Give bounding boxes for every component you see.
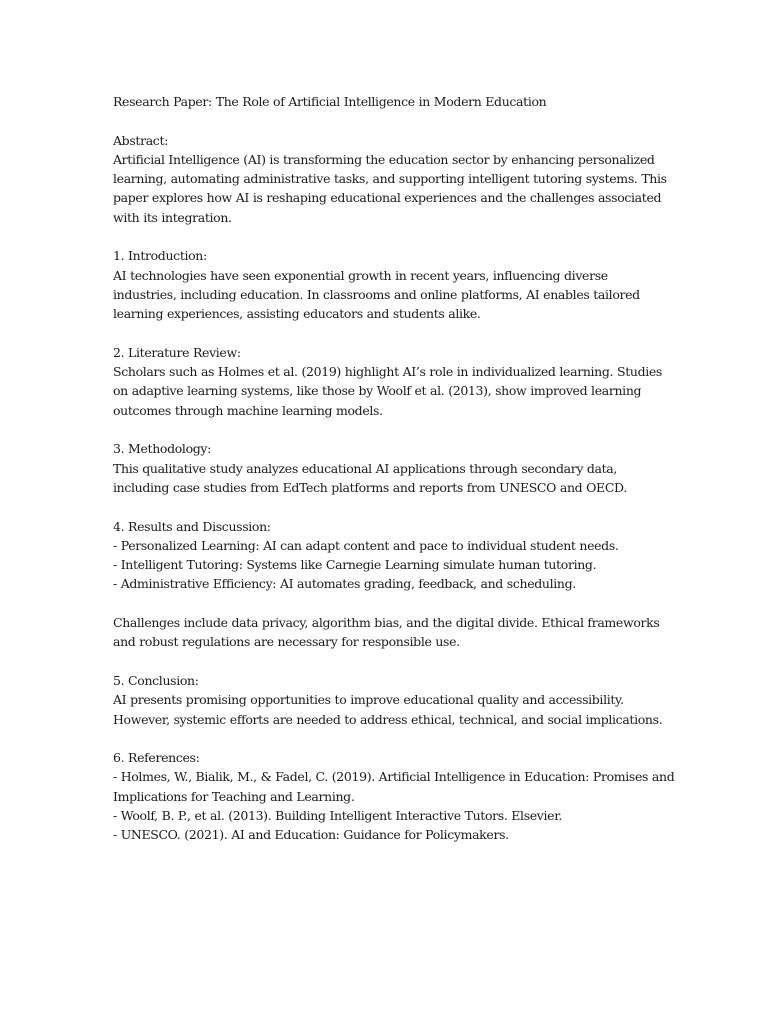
references-section (113, 748, 675, 844)
paper-title-block (113, 92, 658, 111)
results-section (113, 517, 658, 594)
literature-review-section (113, 343, 662, 420)
methodology-line: including case studies from EdTech platforms and reports from UNESCO and OECD. (113, 479, 627, 495)
abstract-section (113, 131, 667, 227)
literature-review-line: Scholars such as Holmes et al. (2019) highlight AI’s role in individualized learning. Studies (113, 364, 662, 380)
abstract-line: learning, automating administrative tasks, and supporting intelligent tutoring systems. This (113, 171, 667, 187)
abstract-line: paper explores how AI is reshaping educational experiences and the challenges associated (113, 190, 662, 206)
conclusion-line: AI presents promising opportunities to improve educational quality and accessibility. (113, 692, 624, 708)
abstract-heading: Abstract: (113, 132, 168, 148)
results-heading: 4. Results and Discussion: (113, 518, 271, 534)
document-body (113, 92, 675, 864)
methodology-line: This qualitative study analyzes educational AI applications through secondary data, (113, 460, 618, 476)
conclusion-section (113, 671, 663, 729)
results-item: - Intelligent Tutoring: Systems like Carnegie Learning simulate human tutoring. (113, 557, 597, 573)
abstract-line: Artificial Intelligence (AI) is transforming the education sector by enhancing personalized (113, 151, 655, 167)
literature-review-line: outcomes through machine learning models. (113, 402, 383, 418)
reference-entry: - UNESCO. (2021). AI and Education: Guidance for Policymakers. (113, 827, 509, 843)
references-heading: 6. References: (113, 750, 200, 766)
literature-review-line: on adaptive learning systems, like those by Woolf et al. (2013), show improved learning (113, 383, 642, 399)
methodology-section (113, 439, 658, 497)
challenges-line: and robust regulations are necessary for responsible use. (113, 634, 460, 650)
introduction-line: AI technologies have seen exponential growth in recent years, influencing diverse (113, 267, 608, 283)
introduction-section (113, 246, 658, 323)
results-item: - Administrative Efficiency: AI automates grading, feedback, and scheduling. (113, 576, 576, 592)
introduction-line: industries, including education. In classrooms and online platforms, AI enables tailored (113, 286, 640, 302)
paper-title: Research Paper: The Role of Artificial Intelligence in Modern Education (113, 94, 547, 109)
literature-review-heading: 2. Literature Review: (113, 344, 241, 360)
abstract-line: with its integration. (113, 209, 232, 225)
introduction-line: learning experiences, assisting educators and students alike. (113, 306, 481, 322)
conclusion-heading: 5. Conclusion: (113, 672, 199, 688)
reference-entry: - Woolf, B. P., et al. (2013). Building Intelligent Interactive Tutors. Elsevier. (113, 807, 563, 823)
results-item: - Personalized Learning: AI can adapt content and pace to individual student needs. (113, 537, 619, 553)
reference-entry: Implications for Teaching and Learning. (113, 788, 355, 804)
methodology-heading: 3. Methodology: (113, 441, 211, 457)
introduction-heading: 1. Introduction: (113, 248, 207, 264)
conclusion-line: However, systemic efforts are needed to address ethical, technical, and social implications. (113, 711, 663, 727)
challenges-line: Challenges include data privacy, algorithm bias, and the digital divide. Ethical frameworks (113, 615, 660, 631)
reference-entry: - Holmes, W., Bialik, M., & Fadel, C. (2019). Artificial Intelligence in Education: Promises and (113, 769, 675, 785)
challenges-paragraph (113, 613, 658, 652)
